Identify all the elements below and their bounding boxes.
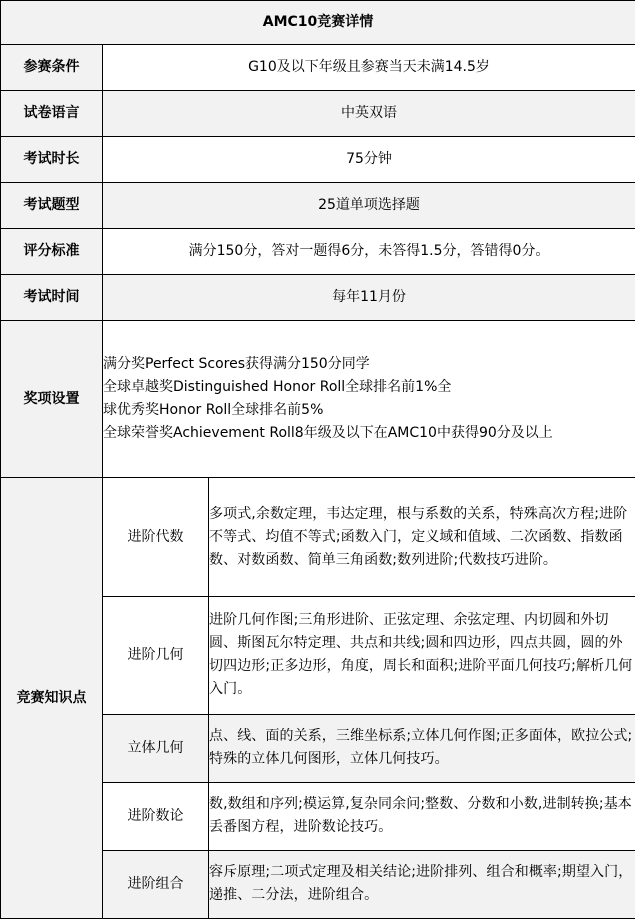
topic-name: 进阶代数 — [103, 478, 209, 596]
topic-content: 多项式,余数定理，韦达定理，根与系数的关系，特殊高次方程;进阶不等式、均值不等式;函数入门，定义域和值域、二次函数、指数函数、对数函数、简单三角函数;数列进阶;代数技巧进阶。 — [209, 478, 635, 596]
awards-row — [1, 321, 635, 478]
row-label: 评分标准 — [1, 229, 103, 275]
row-label: 试卷语言 — [1, 91, 103, 137]
topic-content: 进阶几何作图;三角形进阶、正弦定理、余弦定理、内切圆和外切圆、斯图瓦尔特定理、共点和共线;圆和四边形，四点共圆，圆的外切四边形;正多边形，角度，周长和面积;进阶平面几何技巧;解析几何入门。 — [209, 596, 635, 714]
award-line: 全球荣誉奖Achievement Roll8年级及以下在AMC10中获得90分及以上 — [103, 425, 553, 442]
awards-label: 奖项设置 — [1, 321, 103, 478]
table-row — [1, 229, 635, 275]
row-value: 满分150分，答对一题得6分，未答得1.5分，答错得0分。 — [103, 229, 635, 275]
table-row — [1, 91, 635, 137]
row-value: G10及以下年级且参赛当天未满14.5岁 — [103, 45, 635, 91]
awards-list — [103, 321, 635, 478]
row-label: 考试题型 — [1, 183, 103, 229]
row-value: 25道单项选择题 — [103, 183, 635, 229]
table-title: AMC10竞赛详情 — [1, 1, 635, 45]
topic-content: 容斥原理;二项式定理及相关结论;进阶排列、组合和概率;期望入门，递推、二分法，进阶组合。 — [209, 850, 635, 918]
award-line: 全球卓越奖Distinguished Honor Roll全球排名前1%全 — [103, 379, 452, 396]
topic-name: 进阶组合 — [103, 850, 209, 918]
table-row — [1, 137, 635, 183]
title-row — [1, 1, 635, 45]
row-label: 参赛条件 — [1, 45, 103, 91]
row-value: 每年11月份 — [103, 275, 635, 321]
table-row — [1, 183, 635, 229]
knowledge-row — [1, 478, 635, 596]
topic-name: 进阶几何 — [103, 596, 209, 714]
table-row — [1, 45, 635, 91]
row-value: 中英双语 — [103, 91, 635, 137]
topic-name: 进阶数论 — [103, 782, 209, 850]
knowledge-label: 竞赛知识点 — [1, 478, 103, 919]
topic-content: 点、线、面的关系，三维坐标系;立体几何作图;正多面体，欧拉公式;特殊的立体几何图形，立体几何技巧。 — [209, 714, 635, 782]
topic-content: 数,数组和序列;模运算,复杂同余问;整数、分数和小数,进制转换;基本丢番图方程，进阶数论技巧。 — [209, 782, 635, 850]
row-label: 考试时间 — [1, 275, 103, 321]
row-label: 考试时长 — [1, 137, 103, 183]
award-line: 球优秀奖Honor Roll全球排名前5% — [103, 402, 324, 419]
award-line: 满分奖Perfect Scores获得满分150分同学 — [103, 356, 370, 373]
row-value: 75分钟 — [103, 137, 635, 183]
table-row — [1, 275, 635, 321]
topic-name: 立体几何 — [103, 714, 209, 782]
